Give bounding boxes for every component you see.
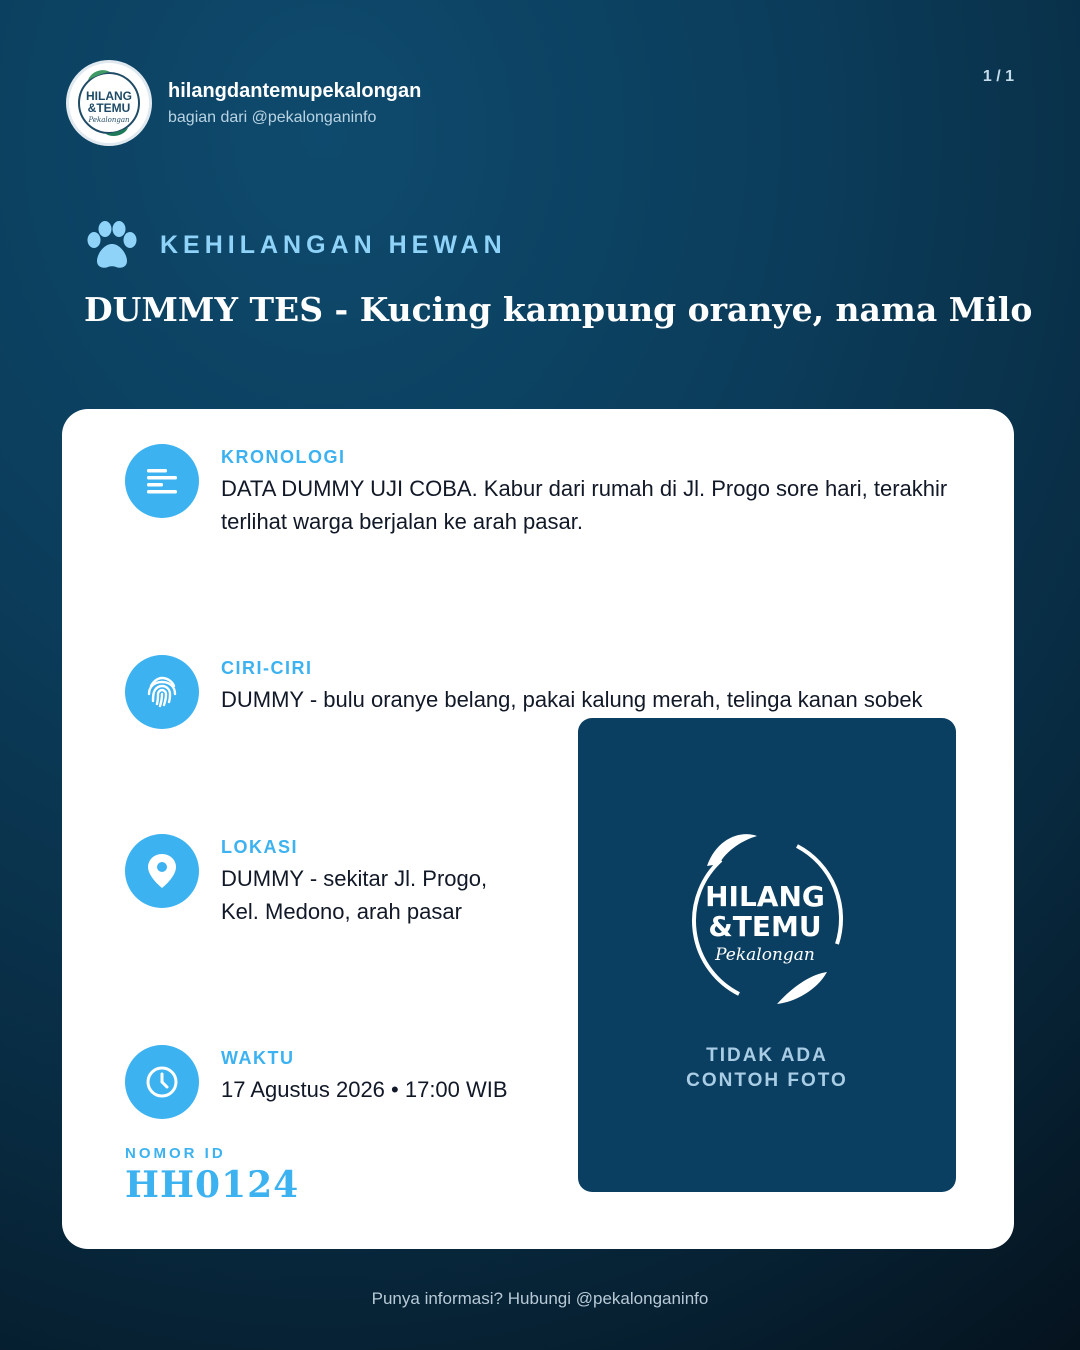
id-label: NOMOR ID	[125, 1145, 226, 1162]
photo-caption-line2: CONTOH FOTO	[686, 1070, 848, 1091]
fingerprint-icon	[125, 655, 199, 729]
svg-text:&TEMU: &TEMU	[708, 910, 822, 943]
paw-icon	[84, 220, 140, 270]
brand-logo[interactable]	[66, 60, 152, 146]
svg-text:HILANG: HILANG	[705, 880, 825, 913]
svg-text:Pekalongan: Pekalongan	[715, 945, 815, 965]
page-counter: 1 / 1	[982, 68, 1014, 85]
waktu-label: WAKTU	[221, 1048, 295, 1068]
clock-icon	[125, 1045, 199, 1119]
lokasi-text-line2: Kel. Medono, arah pasar	[221, 899, 462, 924]
detail-kronologi	[125, 444, 961, 538]
photo-placeholder	[578, 718, 956, 1192]
lokasi-label: LOKASI	[221, 837, 299, 857]
lokasi-text	[221, 862, 541, 928]
svg-text:Pekalongan: Pekalongan	[88, 116, 130, 124]
brand-logo-large	[677, 824, 857, 1014]
footer-contact: Punya informasi? Hubungi @pekalonganinfo	[371, 1289, 709, 1308]
waktu-text: 17 Agustus 2026 • 17:00 WIB	[221, 1077, 508, 1102]
location-pin-icon	[125, 834, 199, 908]
header	[66, 60, 421, 146]
details-card	[62, 409, 1014, 1249]
post-title: DUMMY TES - Kucing kampung oranye, nama Milo	[84, 290, 1033, 329]
lokasi-text-line1: DUMMY - sekitar Jl. Progo,	[221, 866, 488, 891]
ciri-ciri-label: CIRI-CIRI	[221, 658, 313, 678]
svg-text:&TEMU: &TEMU	[87, 101, 131, 115]
svg-text:HILANG: HILANG	[86, 89, 132, 103]
photo-caption-line1: TIDAK ADA	[706, 1045, 828, 1066]
kronologi-text: DATA DUMMY UJI COBA. Kabur dari rumah di Jl. Progo sore hari, terakhir terlihat warga berjalan ke arah pasar.	[221, 476, 948, 534]
id-value: HH0124	[125, 1164, 300, 1206]
kronologi-label: KRONOLOGI	[221, 447, 346, 467]
id-block	[125, 1145, 299, 1206]
category-label: KEHILANGAN HEWAN	[160, 230, 507, 259]
account-name[interactable]: hilangdantemupekalongan	[168, 79, 422, 102]
detail-lokasi	[125, 834, 541, 928]
brand-logo-mark	[70, 64, 148, 142]
category-heading	[84, 220, 507, 270]
photo-caption	[578, 1043, 956, 1093]
text-lines-icon	[125, 444, 199, 518]
detail-waktu	[125, 1045, 561, 1119]
ciri-ciri-text: DUMMY - bulu oranye belang, pakai kalung merah, telinga kanan sobek	[221, 687, 923, 712]
account-subtitle: bagian dari @pekalonganinfo	[168, 108, 377, 126]
